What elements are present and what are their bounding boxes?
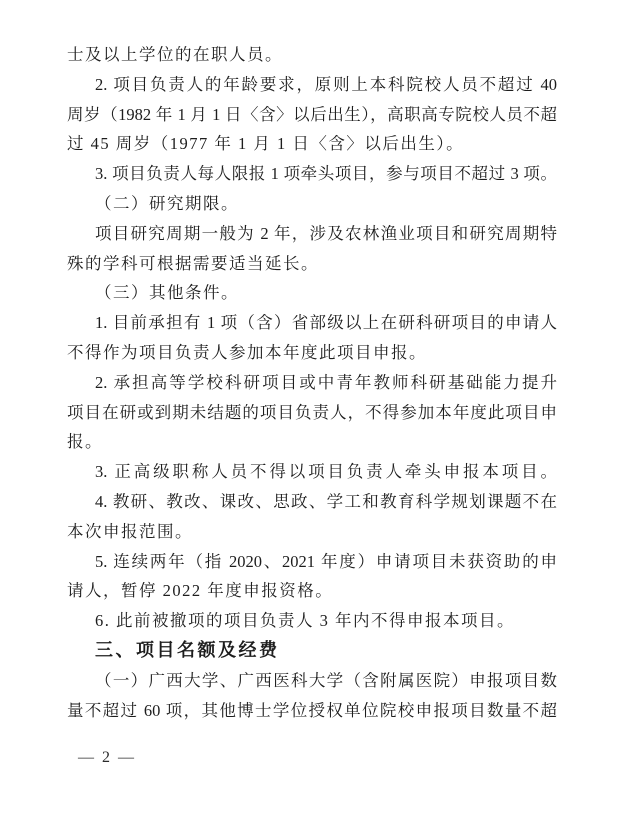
text-line: 项目在研或到期未结题的项目负责人，不得参加本年度此项目申	[67, 402, 557, 422]
text-line: 5. 连续两年（指 2020、2021 年度）申请项目未获资助的申	[95, 551, 557, 571]
text-line: 1. 目前承担有 1 项（含）省部级以上在研科研项目的申请人	[95, 313, 557, 333]
text-line: 2. 项目负责人的年龄要求，原则上本科院校人员不超过 40	[95, 74, 557, 94]
text-line: 周岁（1982 年 1 月 1 日〈含〉以后出生），高职高专院校人员不超	[67, 104, 557, 124]
text-line: 4. 教研、教改、课改、思政、学工和教育科学规划课题不在	[95, 491, 557, 511]
text-line: （三）其他条件。	[95, 283, 239, 303]
text-line: 量不超过 60 项，其他博士学位授权单位院校申报项目数量不超	[67, 700, 557, 720]
text-line: 报。	[67, 432, 103, 452]
text-line: （一）广西大学、广西医科大学（含附属医院）申报项目数	[95, 670, 557, 690]
text-line: 6. 此前被撤项的项目负责人 3 年内不得申报本项目。	[95, 611, 515, 631]
text-line: 3. 项目负责人每人限报 1 项牵头项目，参与项目不超过 3 项。	[95, 164, 557, 184]
text-line: 项目研究周期一般为 2 年，涉及农林渔业项目和研究周期特	[95, 223, 557, 243]
page-number: — 2 —	[78, 749, 136, 766]
text-line: 过 45 周岁（1977 年 1 月 1 日〈含〉以后出生）。	[67, 134, 465, 154]
text-line: 士及以上学位的在职人员。	[67, 45, 283, 64]
text-line: 请人，暂停 2022 年度申报资格。	[67, 581, 334, 601]
text-line: 本次申报范围。	[67, 521, 193, 541]
text-line: 3. 正高级职称人员不得以项目负责人牵头申报本项目。	[95, 462, 557, 482]
section-heading: 三、项目名额及经费	[95, 639, 280, 660]
text-line: （二）研究期限。	[95, 193, 239, 213]
text-line: 2. 承担高等学校科研项目或中青年教师科研基础能力提升	[95, 372, 557, 392]
text-line: 不得作为项目负责人参加本年度此项目申报。	[67, 342, 427, 362]
text-line: 殊的学科可根据需要适当延长。	[67, 253, 319, 273]
document-body	[67, 40, 557, 725]
